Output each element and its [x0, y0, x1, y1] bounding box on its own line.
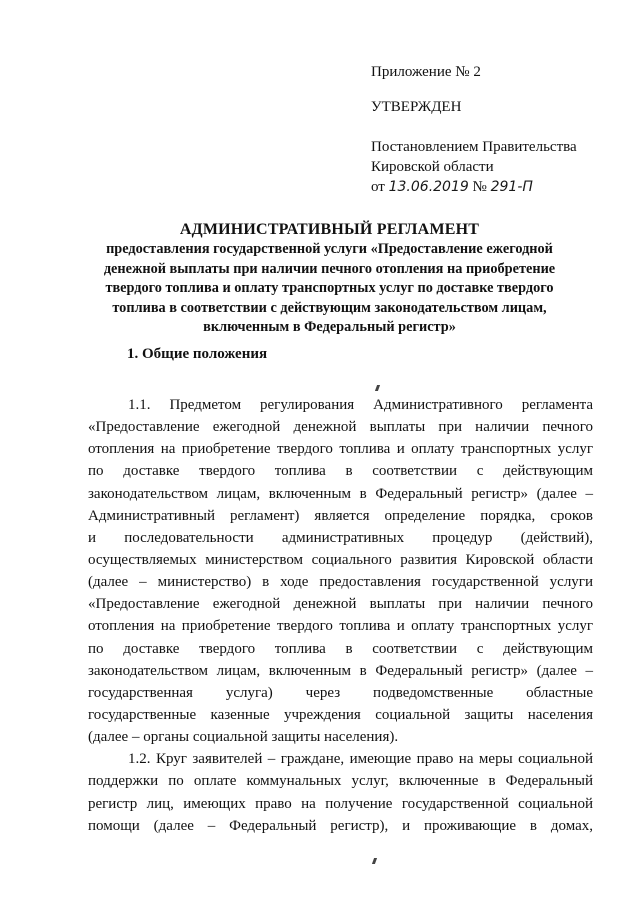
subtitle-line: предоставления государственной услуги «Предоставление ежегодной	[106, 241, 553, 257]
subtitle-line: включенным в Федеральный регистр»	[203, 319, 456, 335]
ink-speck	[375, 385, 380, 391]
paragraph-line: законодательством лицам, включенным в Федеральный регистр» (далее –	[88, 662, 593, 679]
number-prefix: №	[472, 179, 487, 195]
paragraph-line: 1.2. Круг заявителей – граждане, имеющие право на меры социальной	[128, 751, 593, 768]
subtitle-line: денежной выплаты при наличии печного отопления на приобретение	[103, 260, 556, 277]
paragraph-line: «Предоставление ежегодной денежной выплаты при наличии печного	[88, 419, 593, 436]
date-prefix: от	[371, 179, 385, 195]
paragraph-line: законодательством лицам, включенным в Федеральный регистр» (далее –	[88, 485, 593, 502]
paragraph-line: по доставке твердого топлива в соответствии с действующим	[88, 640, 593, 657]
approval-block	[371, 62, 621, 197]
subtitle-line: топлива в соответствии с действующим законодательством лицам,	[112, 299, 547, 316]
paragraph-line: Административный регламент) является определение порядка, сроков	[88, 507, 593, 524]
paragraph-line: помощи (далее – Федеральный регистр), и проживающие в домах,	[88, 817, 593, 834]
paragraph-line: регистр лиц, имеющих право на получение государственной социальной	[88, 795, 593, 812]
appendix-label: Приложение № 2	[371, 64, 481, 80]
document-body	[88, 394, 593, 837]
paragraph-line: (далее – министерство) в ходе предоставления государственной услуги	[88, 574, 593, 591]
subtitle-line: твердого топлива и оплату транспортных услуг по доставке твердого	[105, 280, 554, 296]
paragraph-line: осуществляемых министерством социального развития Кировской области	[88, 551, 593, 568]
resolution-line-2: Кировской области	[371, 159, 494, 175]
paragraph-line: «Предоставление ежегодной денежной выплаты при наличии печного	[88, 596, 593, 613]
ink-speck	[372, 858, 377, 864]
section-heading: 1. Общие положения	[127, 346, 268, 362]
paragraph-line: 1.1. Предметом регулирования Административного регламента	[128, 397, 593, 413]
handwritten-date: 13.06.2019	[388, 179, 469, 195]
title-block	[82, 220, 577, 338]
paragraph-line: отопления на приобретение твердого топлива и оплату транспортных услуг	[88, 441, 593, 458]
paragraph-line: государственные казенные учреждения социальной защиты населения	[88, 706, 593, 723]
approved-label: УТВЕРЖДЕН	[371, 99, 462, 115]
document-title: АДМИНИСТРАТИВНЫЙ РЕГЛАМЕНТ	[179, 221, 480, 238]
paragraph-line: государственная услуга) через подведомственные областные	[88, 684, 593, 701]
paragraph-line: отопления на приобретение твердого топлива и оплату транспортных услуг	[88, 618, 593, 635]
document-subtitle	[82, 240, 577, 338]
paragraph-line: (далее – органы социальной защиты населения).	[88, 729, 399, 746]
handwritten-number: 291-П	[490, 179, 533, 195]
paragraph-line: и последовательности административных процедур (действий),	[88, 529, 593, 546]
paragraph-line: по доставке твердого топлива в соответствии с действующим	[88, 463, 593, 480]
resolution-line-1: Постановлением Правительства	[371, 139, 577, 155]
paragraph-line: поддержки по оплате коммунальных услуг, включенные в Федеральный	[88, 773, 593, 790]
resolution-date-line	[371, 177, 621, 197]
